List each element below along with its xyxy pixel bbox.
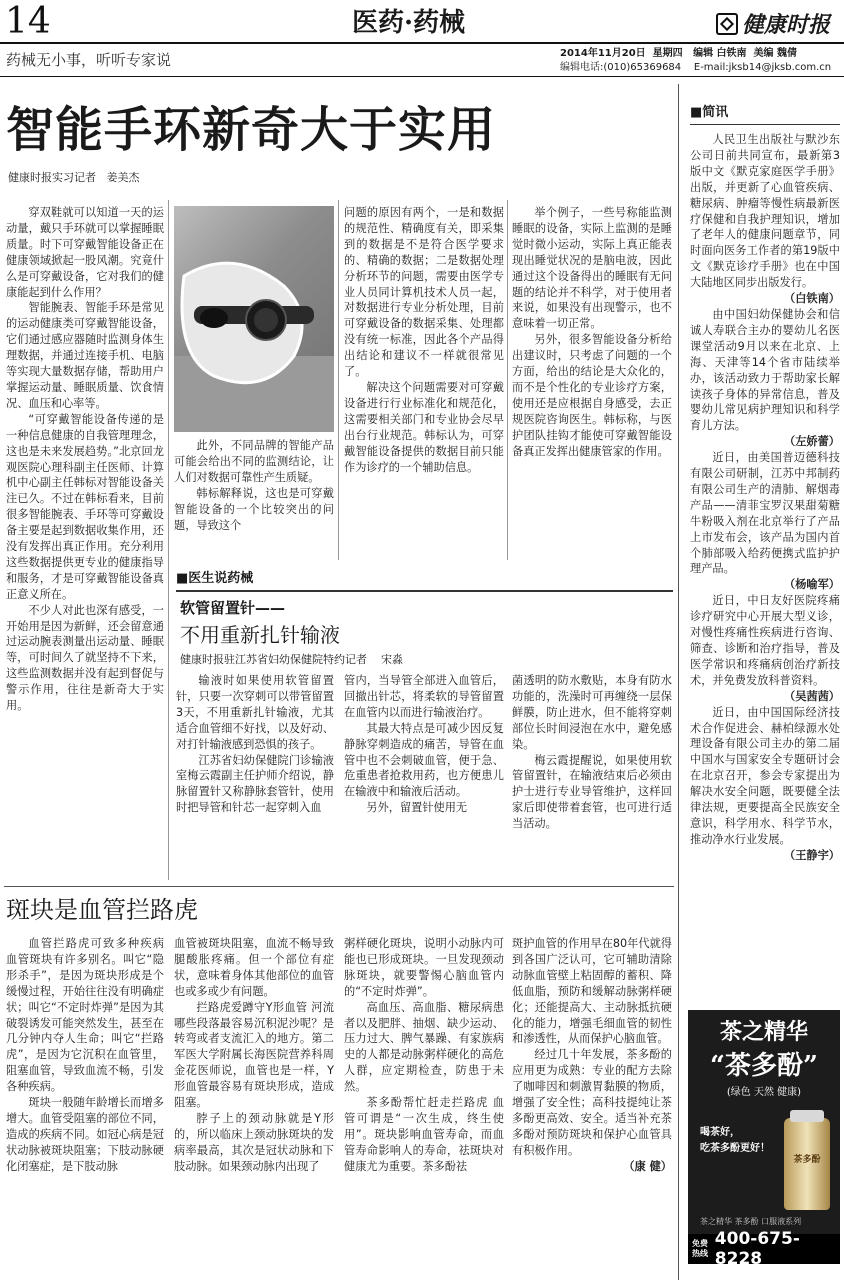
infusion-byline: 健康时报驻江苏省妇幼保健院特约记者 宋淼 (180, 653, 403, 666)
masthead-rule (0, 42, 844, 44)
main-headline: 智能手环新奇大于实用 (6, 102, 497, 158)
plaque-col-3: 粥样硬化斑块，说明小动脉内可能也已形成斑块。一旦发现颈动脉斑块，就要警惕心脑血管内的“不定时炸弹”。 高血压、高血脂、糖尿病患者以及肥胖、抽烟、缺少运动、压力过大、脾气暴躁、有家族病史的人都是动脉粥样硬化的高危人群，应定期检查，防患于未然。 茶多酚帮忙赶走拦路虎 血管可谓是“一次生成，终生使用”。斑块影响血管寿命，而血管寿命影响人的寿命，祛斑块对健康尤为重要。茶多酚祛 (344, 937, 504, 1173)
tea-polyphenol-ad (688, 1010, 840, 1264)
plaque-col-1: 血管拦路虎可致多种疾病 血管斑块有许多别名。叫它“隐形杀手”，是因为斑块形成是个缓慢过程，开始往往没有明确症状；叫它“不定时炸弹”是因为其破裂诱发可能突然发生，甚至在几分钟内夺人生命；叫它“拦路虎”，是因为它沉积在血管里，阻塞血管，导致血流不畅，引发各种疾病。 斑块一般随年龄增长而增多增大。血管受阻塞的部位不同，造成的疾病不同。如冠心病是冠状动脉被斑块阻塞；下肢动脉硬化闭塞症，是下肢动脉 (6, 937, 164, 1173)
ad-tagline: (绿色 天然 健康) (726, 1087, 802, 1098)
column-divider (507, 200, 508, 560)
news-item: 由中国妇幼保健协会和信诚人寿联合主办的婴幼儿名医课堂活动9月以来在北京、上海、天津等14个省市陆续举办，该活动致力于帮助家长解读孩子身体的异常信息，普及婴幼儿常见病护理知识和科学育儿方法。 (690, 307, 840, 433)
plaque-col-2: 血管被斑块阻塞，血流不畅导致腿酸胀疼痛。但一个部位有症状，意味着身体其他部位的血管也或多或少有问题。 拦路虎爱蹲守Y形血管 河流哪些段落最容易沉积泥沙呢？是转弯或者支流汇入的地方。第二军医大学附属长海医院营养科周金花医师说，血管也是一样，Y形血管最容易有斑块形成，造成阻塞。 脖子上的颈动脉就是Y形的，所以临床上颈动脉斑块的发病率最高，其次是冠状动脉和下肢动脉。如果颈动脉内出现了 (174, 937, 334, 1173)
watch-illustration (174, 206, 334, 432)
logo-emblem-icon (716, 13, 738, 35)
main-col-4: 举个例子，一些号称能监测睡眠的设备，实际上监测的是睡觉时微小运动，实际上真正能表现出睡觉状况的是脑电波，因此通过这个设备得出的睡眠有无问题的结论并不科学，对于使用者来说，如果没有出现警示，也不意味着一切正常。 另外，很多智能设备分析给出建议时，只考虑了问题的一个方面，给出的结论是大众化的，而不是个性化的专业诊疗方案，使用还是应根据自身感受，去正规医院咨询医生。韩标称，与医护团队挂钩才能使可穿戴智能设备真正发挥出健康管家的作用。 (512, 206, 672, 458)
contact-line: 编辑电话:(010)65369684 E-mail:jksb14@jksb.com.cn (560, 62, 832, 73)
plaque-top-rule (4, 886, 674, 887)
infusion-top-rule (176, 590, 673, 592)
infusion-section-label: ■医生说药械 (176, 571, 254, 586)
news-item: 人民卫生出版社与默沙东公司日前共同宣布，最新第3版中文《默克家庭医学手册》出版，并更新了心血管疾病、糖尿病、肿瘤等慢性病最新医疗保健和自我护理知识，增加了老年人的健康问题章节，同时面向医务工作者的第19版中文《默克诊疗手册》也在中国大陆地区同步出版发行。 (690, 133, 840, 290)
ad-bottle-icon: 茶多酚 (784, 1118, 830, 1210)
page-number: 14 (5, 1, 51, 42)
column-divider (168, 200, 169, 880)
main-col-1: 穿双鞋就可以知道一天的运动量，戴只手环就可以掌握睡眠质量。时下可穿戴智能设备正在健康领域掀起一股风潮。究竟什么是可穿戴设备，它对我们的健康能起到什么作用？ 智能腕表、智能手环是常见的运动健康类可穿戴智能设备，它们通过感应器随时监测身体生理数据，并通过连接手机、电脑等实现大量数据存储，帮助用户掌握运动量、睡眠质量、饮食情况、血压和心率等。 “可穿戴智能设备传递的是一种信息健康的自我管理理念，这也是未来发展趋势。”北京回龙观医院心理科副主任医师、计算机中心副主任韩标对智能设备关注已久。不过在韩标看来，目前很多智能腕表、手环等可穿戴设备主要是起到数据收集作用，还没有发挥出真正作用。充分利用这些数据提供更专业的健康指导和服务，才是可穿戴智能设备真正意义所在。 不少人对此也深有感受，一开始用是因为新鲜，还会留意通过运动腕表测量出运动量、睡眠等，可时间久了就坚持不下来，这些监测数据并没有起到督促与警示作用，往往是新奇大于实用。 (6, 206, 164, 713)
plaque-col-4: 斑护血管的作用早在80年代就得到各国广泛认可，它可辅助清除动脉血管壁上粘固醇的蓄积、降低血脂，预防和缓解动脉粥样硬化；还能提高大、主动脉抵抗硬化的能力，增强毛细血管的韧性和渗透性，从而保护心脑血管。 经过几十年发展，茶多酚的应用更为成熟：专业的配方去除了咖啡因和刺激胃黏膜的物质，增强了安全性；高科技提纯让茶多酚更高效、安全。适当补充茶多酚对预防斑块和保护心血管具有积极作用。 （康 健） (512, 937, 672, 1173)
plaque-headline: 斑块是血管拦路虎 (6, 896, 198, 924)
main-col-3: 问题的原因有两个，一是和数据的规范性、精确度有关，即采集到的数据是不是符合医学要求的、精确的数据；二是数据处理分析环节的问题，需要由医学专业人员同计算机技术人员一起，对数据进行专业分析处理，目前可穿戴设备的数据采集、处理都没有统一标准，因此各个产品得出结论和建议不一样就很常见了。 解决这个问题需要对可穿戴设备进行行业标准化和规范化，这需要相关部门和专业协会尽早出台行业规范。韩标认为，可穿戴智能设备提供的数据目前只能作为诊疗的一个辅助信息。 (344, 206, 504, 474)
news-item: 近日，由中国国际经济技术合作促进会、赫柏绿源水处理设备有限公司主办的第二届中国水与国家安全专题研讨会在北京召开，参会专家提出为解决水安全问题，既要健全法律法规，更要提高全民族安全意识，科学用水、科学节水，推动净水行业发展。 (690, 705, 840, 846)
news-item: 近日，由美国普迈德科技有限公司研制，江苏中邦制药有限公司生产的清肺、解烟毒产品——清菲宝罗汉果甜菊糖牛粉吸入剂在北京举行了产品上市发布会，该产品为国内首个肺部吸入给药便携式监护护理产品。 (690, 451, 840, 576)
ad-hotline-bar (688, 1229, 840, 1264)
column-name: 药械无小事，听听专家说 (6, 51, 172, 69)
ad-hotline-label: 免费热线 (692, 1239, 708, 1258)
infusion-kicker: 软管留置针—— (180, 599, 286, 617)
ad-product: “茶多酚” (710, 1051, 818, 1081)
ad-brand: 茶之精华 (719, 1019, 808, 1045)
ad-company: 茶之精华 茶多酚 口服液系列 (700, 1217, 802, 1226)
ad-slogan-1: 喝茶好， (700, 1127, 740, 1138)
newspaper-logo: 健康时报 (716, 8, 830, 39)
sidebar-header: ■简讯 (690, 105, 729, 120)
masthead-rule-2 (0, 76, 844, 77)
ad-hotline-number: 400-675-8228 (714, 1229, 800, 1264)
sidebar-news: 人民卫生出版社与默沙东公司日前共同宣布，最新第3版中文《默克家庭医学手册》出版，并更新了心血管疾病、糖尿病、肿瘤等慢性病最新医疗保健和自我护理知识，增加了老年人的健康问题章节，同时面向医务工作者的第19版中文《默克诊疗手册》也在中国大陆地区同步出版发行。 （白铁南） 由中国妇幼保健协会和信诚人寿联合主办的婴幼儿名医课堂活动9月以来在北京、上海、天津等14个省市陆续举办，该活动致力于帮助家长解读孩子身体的异常信息，普及婴幼儿常见病护理知识和科学育儿方法。 （左娇蕾） 近日，由美国普迈德科技有限公司研制，江苏中邦制药有限公司生产的清肺、解烟毒产品——清菲宝罗汉果甜菊糖牛粉吸入剂在北京举行了产品上市发布会，该产品为国内首个肺部吸入给药便携式监护护理产品。 （杨喻军） 近日，中日友好医院疼痛诊疗研究中心开展大型义诊，对慢性疼痛性疾病进行咨询、筛查、诊断和治疗指导，普及医学常识和疼痛病创治疗新技术，并免费发放科普资料。 （吴茜茜） 近日，由中国国际经济技术合作促进会、赫柏绿源水处理设备有限公司主办的第二届中国水与国家安全专题研讨会在北京召开，参会专家提出为解决水安全问题，既要健全法律法规，更要提高全民族安全意识，科学用水、科学节水，推动净水行业发展。 （王静宇） (690, 133, 840, 862)
sidebar-divider (678, 84, 679, 1280)
main-col-2: 此外，不同品牌的智能产品可能会给出不同的监测结论，让人们对数据可靠性产生质疑。 韩标解释说，这也是可穿戴智能设备的一个比较突出的问题，导致这个 (174, 439, 334, 532)
infusion-title: 不用重新扎针输液 (180, 623, 340, 647)
date-line: 2014年11月20日 星期四 编辑 白铁南 美编 魏倩 (560, 48, 797, 59)
infusion-col-1: 输液时如果使用软管留置针，只要一次穿刺可以带管留置3天，不用重新扎针输液，尤其适合血管细不好找，以及好动、对打针输液感到恐惧的孩子。 江苏省妇幼保健院门诊输液室梅云霞副主任护师介绍说，静脉留置针又称静脉套管针，使用时把导管和针芯一起穿刺入血 (176, 674, 334, 815)
main-byline: 健康时报实习记者 姜美杰 (8, 171, 140, 184)
column-divider (338, 200, 339, 560)
infusion-col-3: 菌透明的防水敷贴，本身有防水功能的，洗澡时可再缠绕一层保鲜膜，防止进水，但不能将穿刺部位长时间浸泡在水中，避免感染。 梅云霞提醒说，如果使用软管留置针，在输液结束后必须由护士进行专业导管维护，这样回家后即使带着套管，也可进行适当活动。 (512, 674, 672, 831)
infusion-col-2: 管内，当导管全部进入血管后，回撤出针芯，将柔软的导管留置在血管内以而进行输液治疗。 其最大特点是可减少因反复静脉穿刺造成的痛苦，导管在血管中也不会刺破血管，便于急、危重患者抢救用药，也方便患儿在输液中和输液后活动。 另外，留置针使用无 (344, 674, 504, 815)
smartwatch-photo (174, 206, 334, 432)
ad-slogan-2: 吃茶多酚更好！ (700, 1143, 770, 1154)
sidebar-header-rule (690, 124, 840, 125)
news-item: 近日，中日友好医院疼痛诊疗研究中心开展大型义诊，对慢性疼痛性疾病进行咨询、筛查、诊断和治疗指导，普及医学常识和疼痛病创治疗新技术，并免费发放科普资料。 (690, 594, 840, 687)
section-title: 医药·药械 (352, 8, 466, 38)
